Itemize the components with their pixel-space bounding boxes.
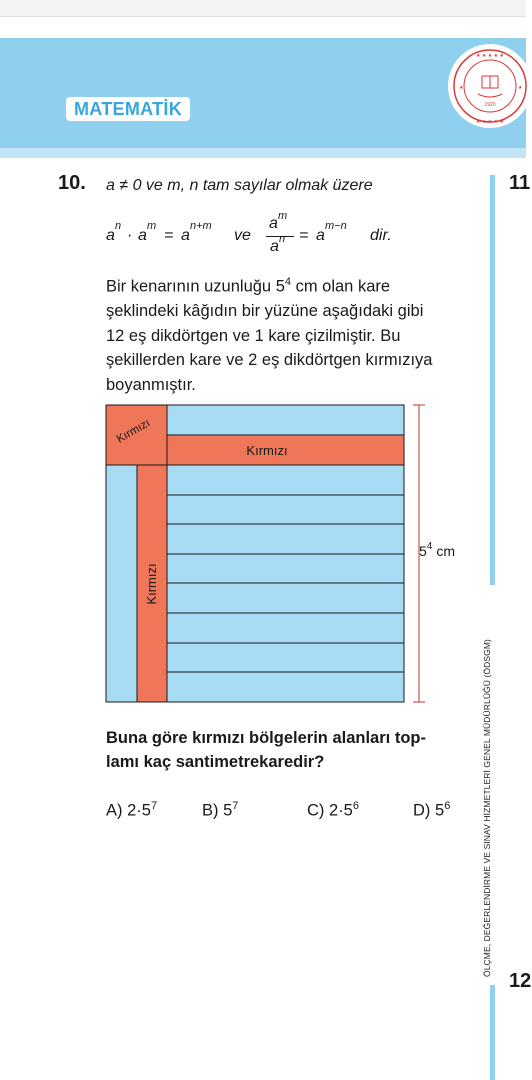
paragraph-line: şeklindeki kâğıdın bir yüzüne aşağıdaki gibi: [106, 302, 424, 320]
paragraph-line: 12 eş dikdörtgen ve 1 kare çizilmiştir. Bu: [106, 326, 401, 345]
paragraph-line: boyanmıştır.: [106, 375, 196, 394]
formula-text: a: [106, 227, 115, 244]
formula-text: a: [316, 227, 325, 244]
option-c[interactable]: C) $2\cdot 5^6$: [307, 800, 359, 820]
formula-text: ve: [234, 227, 251, 244]
next-question-number: 11: [509, 172, 531, 194]
formula-text: n: [279, 233, 286, 245]
blue-rectangle: [167, 495, 404, 524]
formula-text: n: [115, 220, 122, 232]
formula-text: n+m: [190, 220, 212, 232]
formula-text: a: [269, 215, 278, 232]
paragraph-line: Bir kenarının uzunluğu $5^4$ cm olan kare: [106, 276, 391, 296]
question-prompt: [106, 726, 486, 774]
blue-rectangle: [167, 465, 404, 495]
formula-text: a: [270, 238, 279, 255]
next-question-number-bottom: 12: [509, 970, 532, 992]
question-number: 10.: [58, 172, 86, 194]
blue-rectangle: [167, 583, 404, 613]
blue-rectangle: [167, 672, 404, 702]
formula-text: =: [164, 227, 174, 244]
svg-text:★: ★: [459, 85, 464, 91]
blue-rectangle: [167, 643, 404, 672]
blue-rectangle: [167, 524, 404, 554]
subject-badge: MATEMATİK: [66, 97, 190, 121]
label-red-horizontal: Kırmızı: [246, 443, 288, 458]
blue-rectangle: [167, 613, 404, 643]
publisher-vertical-text: ÖLÇME, DEĞERLENDİRME VE SINAV HİZMETLERİ GENEL MÜDÜRLÜĞÜ (ÖDSGM): [482, 639, 492, 977]
formula-text: m: [147, 220, 157, 232]
option-b[interactable]: B) $5^7$: [202, 800, 239, 820]
formula-text: ·: [127, 227, 133, 244]
seal-year: 1920: [484, 102, 496, 108]
option-a[interactable]: A) $2\cdot 5^7$: [106, 800, 158, 820]
formula-text: dir.: [370, 227, 392, 244]
blue-rectangle: [167, 554, 404, 583]
formula-text: a: [181, 227, 190, 244]
question-condition: a ≠ 0 ve m, n tam sayılar olmak üzere: [106, 177, 373, 194]
prompt-line: lamı kaç santimetrekaredir?: [106, 753, 325, 771]
option-d[interactable]: D) $5^6$: [413, 800, 451, 820]
formula-text: m−n: [325, 220, 347, 232]
paragraph-line: şekillerden kare ve 2 eş dikdörtgen kırmızıya: [106, 351, 433, 369]
formula-text: m: [278, 210, 288, 222]
formula-text: =: [299, 227, 309, 244]
svg-text:★ ★ ★ ★ ★: ★ ★ ★ ★ ★: [476, 53, 504, 59]
svg-text:★ ★ ★ ★ ★: ★ ★ ★ ★ ★: [476, 119, 504, 125]
svg-text:★: ★: [518, 85, 523, 91]
label-red-square: Kırmızı: [114, 417, 153, 446]
prompt-line: Buna göre kırmızı bölgelerin alanları top-: [106, 729, 426, 747]
blue-rectangle: [167, 405, 404, 435]
label-red-vertical: Kırmızı: [144, 563, 159, 605]
dimension-label: $5^4$ cm: [419, 541, 456, 559]
blue-vertical-rectangle: [106, 465, 137, 702]
formula-text: a: [138, 227, 147, 244]
